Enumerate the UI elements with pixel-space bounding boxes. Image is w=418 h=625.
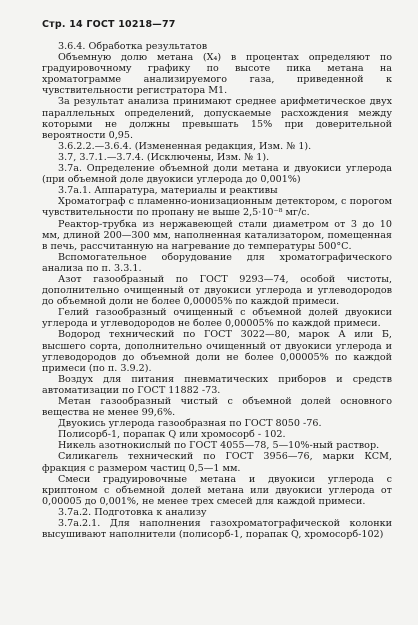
paragraph: Вспомогательное оборудование для хроматографического анализа по п. 3.3.1. — [42, 251, 392, 274]
paragraph: Двуокись углерода газообразная по ГОСТ 8050 -76. — [58, 418, 322, 430]
paragraph: Метан газообразный чистый с объемной долей основного вещества не менее 99,6%. — [42, 396, 392, 419]
amendment-note: 3.7, 3.7.1.—3.7.4. (Исключены, Изм. № 1). — [58, 151, 270, 163]
paragraph: Хроматограф с пламенно-ионизационным детектором, с порогом чувствительности по пропану не выше 2,5·10⁻⁸ мг/с. — [42, 196, 392, 219]
paragraph: Водород технический по ГОСТ 3022—80, марок А или Б, высшего сорта, дополнительно очищенный от двуокиси углерода и углеводородов до объемной доли не более 0,00005% по каждой примеси (по п. 3.9.2). — [42, 329, 392, 374]
amendment-note: 3.6.2.2.—3.6.4. (Измененная редакция, Изм. № 1). — [58, 140, 312, 152]
document-body — [42, 41, 392, 540]
paragraph: Гелий газообразный очищенный с объемной долей двуокиси углерода и углеводородов не более 0,00005% по каждой примеси. — [42, 307, 392, 330]
paragraph: Никель азотнокислый по ГОСТ 4055—78, 5—10%-ный раствор. — [58, 440, 380, 452]
section-heading: 3.7а.1. Аппаратура, материалы и реактивы — [58, 185, 278, 197]
section-heading: 3.7а.2. Подготовка к анализу — [58, 506, 207, 518]
paragraph: За результат анализа принимают среднее арифметическое двух параллельных определений, допускаемые расхождения между которыми не должны превышать 15% при доверительной вероятности 0,95. — [42, 96, 392, 141]
paragraph: Азот газообразный по ГОСТ 9293—74, особой чистоты, дополнительно очищенный от двуокиси углерода и углеводородов до объемной доли не более 0,00005% по каждой примеси. — [42, 273, 392, 308]
paragraph: Реактор-трубка из нержавеющей стали диаметром от 3 до 10 мм, длиной 200—300 мм, наполненная катализатором, помещенная в печь, рассчитанную на нагревание до температуры 500°С. — [42, 218, 392, 252]
paragraph: Воздух для питания пневматических приборов и средств автоматизации по ГОСТ 11882 -73. — [42, 373, 392, 396]
page-header: Стр. 14 ГОСТ 10218—77 — [42, 19, 176, 30]
paragraph: Объемную долю метана (X₄) в процентах определяют по градуировочному графику по высоте пика метана на хроматограмме анализируемого газа, приведенной к чувствительности регистратора М1. — [42, 52, 392, 97]
section-heading: 3.7а. Определение объемной доли метана и двуокиси углерода (при объемной доле двуокиси углерода до 0,001%) — [42, 163, 392, 186]
section-heading: 3.6.4. Обработка результатов — [58, 41, 208, 52]
paragraph: Силикагель технический по ГОСТ 3956—76, марки КСМ, фракция с размером частиц 0,5—1 мм. — [42, 451, 392, 474]
paragraph: Полисорб-1, порапак Q или хромосорб - 102. — [58, 429, 286, 441]
paragraph: Смеси градуировочные метана и двуокиси углерода с криптоном с объемной долей метана или двуокиси углерода от 0,00005 до 0,001%, не менее трех смесей для каждой примеси. — [42, 473, 392, 507]
paragraph: 3.7а.2.1. Для наполнения газохроматографической колонки высушивают наполнители (полисорб-1, порапак Q, хромосорб-102) — [42, 518, 392, 541]
